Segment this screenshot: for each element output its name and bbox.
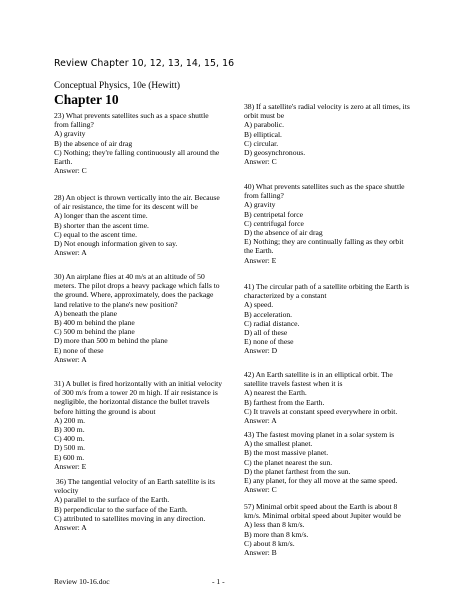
question-line: B) elliptical. <box>244 129 282 139</box>
question-line: D) the planet farthest from the sun. <box>244 466 351 476</box>
question-block <box>244 370 424 425</box>
question-line: of air resistance, the time for its descent will be <box>54 202 198 212</box>
question-block <box>244 282 424 356</box>
answer-line: Answer: C <box>244 157 277 167</box>
question-line: orbit must be <box>244 111 285 121</box>
question-line: D) 500 m. <box>54 443 86 453</box>
question-line: meters. The pilot drops a heavy package which falls to <box>54 281 220 291</box>
question-line: 36) The tangential velocity of an Earth satellite is its <box>54 477 215 486</box>
question-line: B) centripetal force <box>244 209 304 219</box>
question-line: C) the planet nearest the sun. <box>244 457 333 467</box>
question-line: A) parallel to the surface of the Earth. <box>54 495 170 505</box>
question-line: 31) A bullet is fired horizontally with an initial velocity <box>54 379 223 388</box>
question-line: B) 400 m behind the plane <box>54 318 135 328</box>
question-block <box>54 379 232 471</box>
footer-page-number: - 1 - <box>212 577 225 586</box>
question-line: D) Not enough information given to say. <box>54 239 178 249</box>
question-line: A) parabolic. <box>244 120 285 130</box>
question-line: C) 500 m behind the plane <box>54 327 135 337</box>
question-block <box>244 502 424 557</box>
question-line: C) about 8 km/s. <box>244 538 295 548</box>
question-line: negligible, the horizontal distance the bullet travels <box>54 397 210 407</box>
answer-line: Answer: A <box>54 248 87 258</box>
question-line: A) nearest the Earth. <box>244 388 307 398</box>
question-line: C) radial distance. <box>244 318 300 328</box>
question-line: B) acceleration. <box>244 309 293 319</box>
question-line: land relative to the plane's new position? <box>54 299 178 309</box>
answer-line: Answer: A <box>54 523 87 533</box>
answer-line: Answer: A <box>54 354 87 364</box>
question-line: from falling? <box>244 191 284 201</box>
question-line: the Earth. <box>244 246 274 256</box>
question-line: A) beneath the plane <box>54 308 118 318</box>
question-block <box>54 193 232 257</box>
question-line: 43) The fastest moving planet in a solar system is <box>244 430 395 439</box>
question-line: C) It travels at constant speed everywhere in orbit. <box>244 406 398 416</box>
question-line: Earth. <box>54 157 73 167</box>
book-subtitle: Conceptual Physics, 10e (Hewitt) <box>54 81 181 91</box>
footer-filename: Review 10-16.doc <box>54 577 110 586</box>
question-line: A) gravity <box>54 129 86 139</box>
question-line: E) any planet, for they all move at the same speed. <box>244 476 398 486</box>
question-line: E) Nothing; they are continually falling as they orbit <box>244 237 404 247</box>
question-line: 28) An object is thrown vertically into the air. Because <box>54 193 220 202</box>
question-line: satellite travels fastest when it is <box>244 379 343 389</box>
question-line: C) Nothing; they're falling continuously all around the <box>54 147 220 157</box>
question-line: 57) Minimal orbit speed about the Earth is about 8 <box>244 502 398 511</box>
question-line: C) centrifugal force <box>244 218 304 228</box>
question-line: 23) What prevents satellites such as a space shuttle <box>54 111 209 120</box>
question-line: C) equal to the ascent time. <box>54 229 138 239</box>
question-line: 41) The circular path of a satellite orbiting the Earth is <box>244 282 410 291</box>
question-line: B) the absence of air drag <box>54 138 133 148</box>
chapter-heading: Chapter 10 <box>54 92 119 107</box>
answer-line: Answer: D <box>244 346 278 356</box>
answer-line: Answer: C <box>54 166 87 176</box>
question-line: the ground. Where, approximately, does the package <box>54 290 214 300</box>
question-line: A) less than 8 km/s. <box>244 520 305 530</box>
question-line: 38) If a satellite's radial velocity is zero at all times, its <box>244 102 410 111</box>
question-block <box>54 477 232 532</box>
question-line: before hitting the ground is about <box>54 406 156 416</box>
question-line: B) the most massive planet. <box>244 448 329 458</box>
question-block <box>54 272 232 364</box>
review-title: Review Chapter 10, 12, 13, 14, 15, 16 <box>54 58 235 69</box>
question-line: E) none of these <box>54 345 104 355</box>
answer-line: Answer: B <box>244 548 277 558</box>
question-line: A) gravity <box>244 200 276 210</box>
question-line: C) 400 m. <box>54 434 85 444</box>
answer-line: Answer: C <box>244 485 277 495</box>
question-line: B) perpendicular to the surface of the Earth. <box>54 504 188 514</box>
question-line: A) speed. <box>244 300 274 310</box>
question-line: D) all of these <box>244 328 288 338</box>
question-line: of 300 m/s from a tower 20 m high. If air resistance is <box>54 388 218 398</box>
question-line: velocity <box>54 486 79 496</box>
question-line: E) 600 m. <box>54 452 85 462</box>
question-line: B) 300 m. <box>54 425 85 435</box>
question-line: B) more than 8 km/s. <box>244 529 309 539</box>
question-line: from falling? <box>54 120 94 130</box>
question-line: E) none of these <box>244 337 294 347</box>
question-line: A) longer than the ascent time. <box>54 211 148 221</box>
question-line: 40) What prevents satellites such as the space shuttle <box>244 182 405 191</box>
question-line: A) the smallest planet. <box>244 439 313 449</box>
question-line: B) shorter than the ascent time. <box>54 220 149 230</box>
question-line: D) geosynchronous. <box>244 148 306 158</box>
question-line: characterized by a constant <box>244 291 327 301</box>
question-line: 42) An Earth satellite is in an elliptical orbit. The <box>244 370 393 379</box>
question-line: D) more than 500 m behind the plane <box>54 336 168 346</box>
question-block <box>54 111 232 175</box>
question-line: C) circular. <box>244 138 279 148</box>
question-block <box>244 430 424 494</box>
question-line: 30) An airplane flies at 40 m/s at an altitude of 50 <box>54 272 205 281</box>
question-block <box>244 182 424 265</box>
question-line: A) 200 m. <box>54 415 86 425</box>
answer-line: Answer: E <box>54 461 87 471</box>
question-line: C) attributed to satellites moving in any direction. <box>54 513 206 523</box>
answer-line: Answer: A <box>244 416 277 426</box>
question-line: D) the absence of air drag <box>244 228 323 238</box>
question-line: km/s. Minimal orbital speed about Jupiter would be <box>244 511 401 521</box>
answer-line: Answer: E <box>244 255 277 265</box>
question-line: B) farthest from the Earth. <box>244 397 325 407</box>
question-block <box>244 102 424 166</box>
